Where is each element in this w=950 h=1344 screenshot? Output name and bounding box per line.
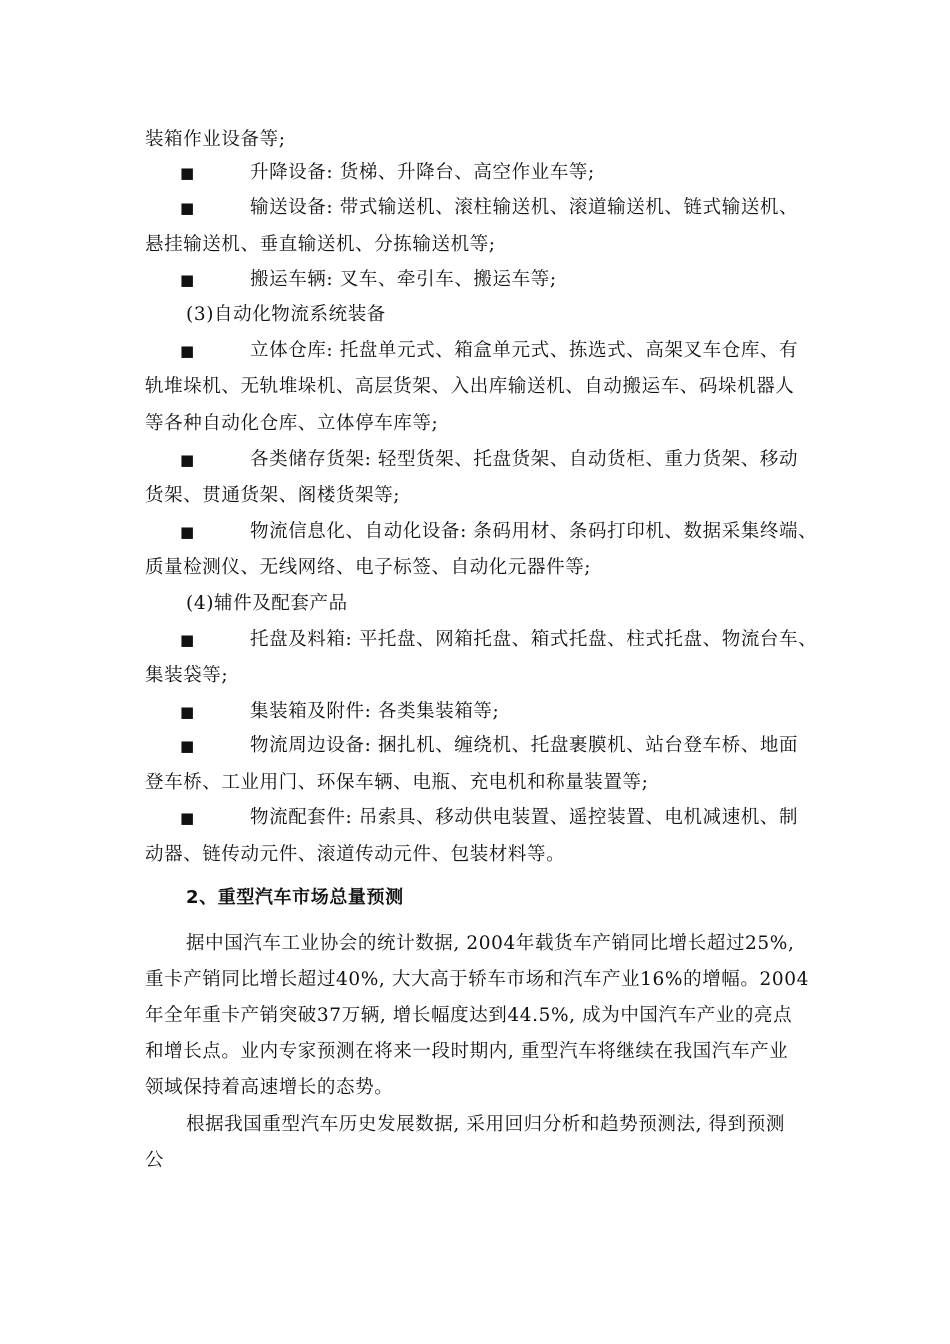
bullet-text: 集装箱及附件: 各类集装箱等; [250,701,500,722]
paragraph-line: 领域保持着高速增长的态势。 [145,1077,394,1098]
text-line: 质量检测仪、无线网络、电子标签、自动化元器件等; [145,557,592,578]
square-bullet-icon: ■ [180,809,195,827]
paragraph-line: 据中国汽车工业协会的统计数据, 2004年载货车产销同比增长超过25%, [186,933,795,954]
bullet-text: 物流信息化、自动化设备: 条码用材、条码打印机、数据采集终端、 [250,521,818,542]
bullet-item [145,442,799,478]
square-bullet-icon: ■ [180,631,195,649]
bullet-item [145,514,818,550]
bullet-text: 升降设备: 货梯、升降台、高空作业车等; [250,162,595,183]
square-bullet-icon: ■ [180,199,195,217]
square-bullet-icon: ■ [180,737,195,755]
bullet-item [145,333,799,369]
bullet-text: 输送设备: 带式输送机、滚柱输送机、滚道输送机、链式输送机、 [250,197,799,218]
subsection-heading: (4)辅件及配套产品 [186,593,348,614]
square-bullet-icon: ■ [180,271,195,289]
bullet-text: 搬运车辆: 叉车、牵引车、搬运车等; [250,269,557,290]
bullet-text: 各类储存货架: 轻型货架、托盘货架、自动货柜、重力货架、移动 [250,449,799,470]
square-bullet-icon: ■ [180,451,195,469]
paragraph-line: 年全年重卡产销突破37万辆, 增长幅度达到44.5%, 成为中国汽车产业的亮点 [145,1005,793,1026]
square-bullet-icon: ■ [180,342,195,360]
text-line: 货架、贯通货架、阁楼货架等; [145,485,401,506]
text-line: 等各种自动化仓库、立体停车库等; [145,413,439,434]
bullet-text: 托盘及料箱: 平托盘、网箱托盘、箱式托盘、柱式托盘、物流台车、 [250,629,818,650]
text-line: 动器、链传动元件、滚道传动元件、包装材料等。 [145,844,566,865]
text-line: 轨堆垛机、无轨堆垛机、高层货架、入出库输送机、自动搬运车、码垛机器人 [145,376,795,397]
subsection-heading: (3)自动化物流系统装备 [186,304,386,325]
text-line: 集装袋等; [145,665,229,686]
paragraph-line: 重卡产销同比增长超过40%, 大大高于轿车市场和汽车产业16%的增幅。2004 [145,969,809,990]
text-line: 登车桥、工业用门、环保车辆、电瓶、充电机和称量装置等; [145,772,649,793]
paragraph-line: 公 [145,1150,165,1171]
bullet-item [145,622,818,658]
section-heading: 2、重型汽车市场总量预测 [186,887,404,908]
square-bullet-icon: ■ [180,523,195,541]
paragraph-line: 和增长点。业内专家预测在将来一段时期内, 重型汽车将继续在我国汽车产业 [145,1041,789,1062]
text-line: 装箱作业设备等; [145,129,286,150]
text-line: 悬挂输送机、垂直输送机、分拣输送机等; [145,234,496,255]
bullet-text: 物流周边设备: 捆扎机、缠绕机、托盘裹膜机、站台登车桥、地面 [250,735,799,756]
bullet-item [145,800,799,836]
bullet-item [145,262,557,298]
square-bullet-icon: ■ [180,164,195,182]
bullet-item [145,155,595,191]
bullet-item [145,190,799,226]
bullet-item [145,694,500,730]
bullet-item [145,728,799,764]
paragraph-line: 根据我国重型汽车历史发展数据, 采用回归分析和趋势预测法, 得到预测 [186,1114,785,1135]
square-bullet-icon: ■ [180,703,195,721]
bullet-text: 物流配套件: 吊索具、移动供电装置、遥控装置、电机减速机、制 [250,807,799,828]
bullet-text: 立体仓库: 托盘单元式、箱盒单元式、拣选式、高架叉车仓库、有 [250,340,799,361]
